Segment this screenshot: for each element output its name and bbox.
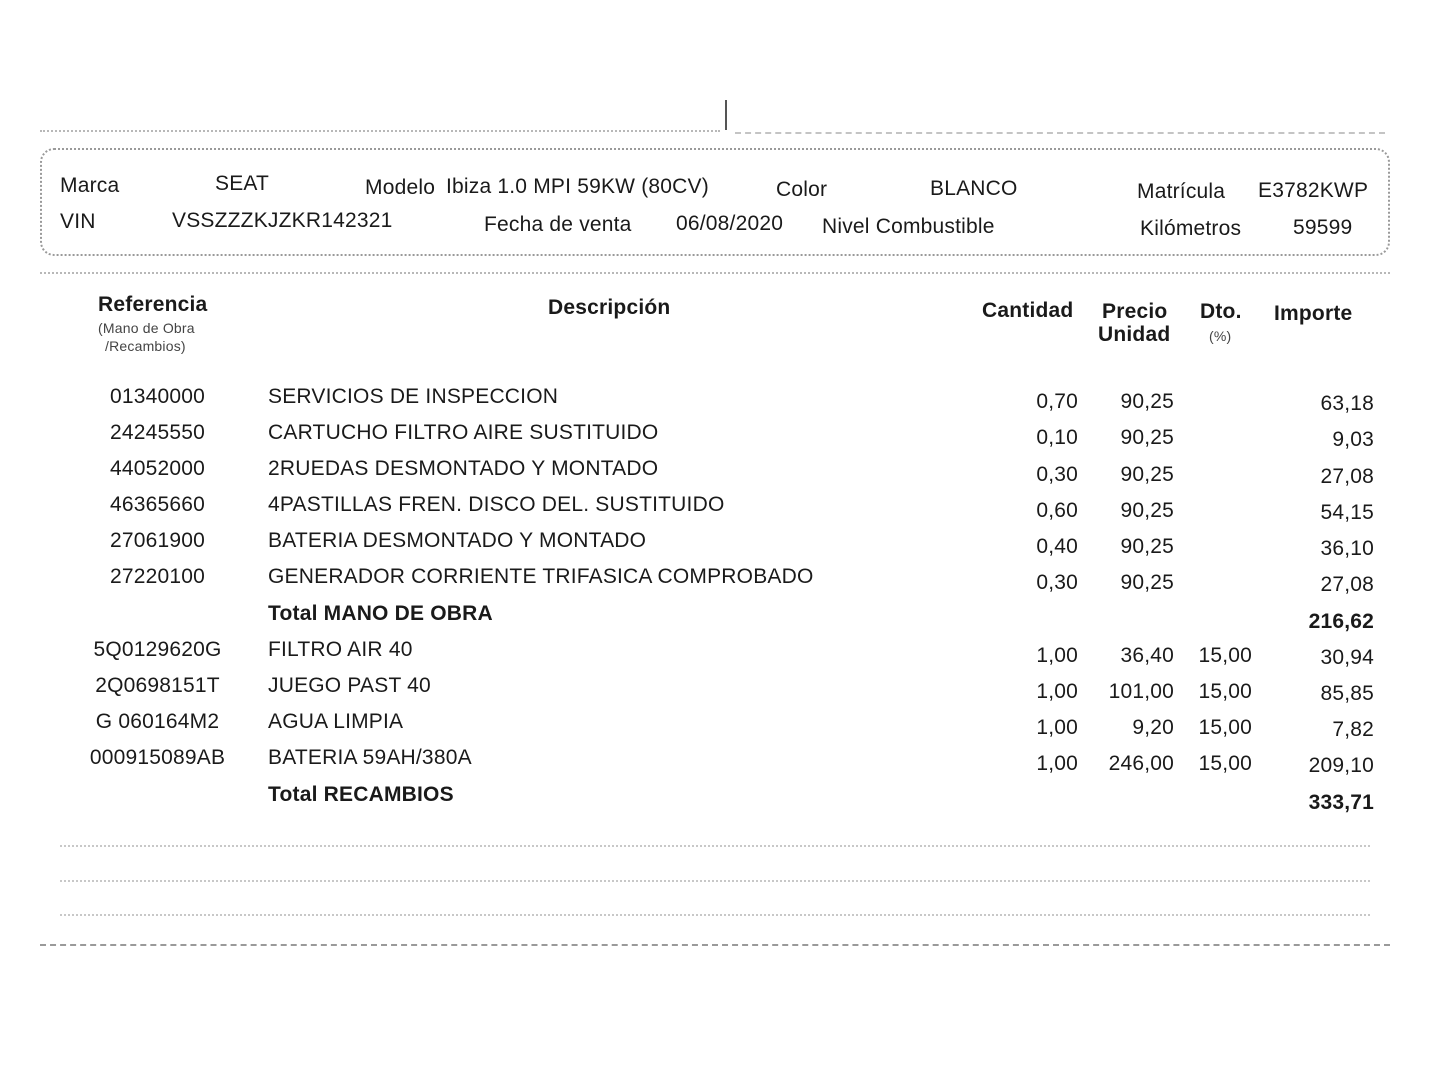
row-ref: 27061900 bbox=[109, 529, 206, 552]
row-dto: 15,00 bbox=[1198, 716, 1252, 739]
row-price: 101,00 bbox=[1108, 680, 1174, 703]
row-dto: 15,00 bbox=[1198, 644, 1252, 667]
total-mano-obra-label: Total MANO DE OBRA bbox=[268, 602, 493, 625]
filler-line bbox=[60, 880, 1370, 882]
table-row bbox=[0, 457, 1440, 493]
row-ref: G 060164M2 bbox=[95, 710, 220, 733]
row-importe: 30,94 bbox=[1320, 646, 1374, 669]
row-importe: 27,08 bbox=[1320, 465, 1374, 488]
top-dotted-line bbox=[40, 130, 720, 132]
row-ref: 44052000 bbox=[109, 457, 206, 480]
table-row bbox=[0, 385, 1440, 421]
modelo-label: Modelo bbox=[365, 176, 436, 199]
row-qty: 1,00 bbox=[1036, 680, 1078, 703]
row-ref: 000915089AB bbox=[89, 746, 226, 769]
row-price: 90,25 bbox=[1120, 571, 1174, 594]
row-desc: 4PASTILLAS FREN. DISCO DEL. SUSTITUIDO bbox=[268, 493, 725, 516]
row-desc: BATERIA 59AH/380A bbox=[268, 746, 472, 769]
row-desc: CARTUCHO FILTRO AIRE SUSTITUIDO bbox=[268, 421, 659, 444]
km-value: 59599 bbox=[1293, 216, 1353, 239]
row-qty: 0,10 bbox=[1036, 426, 1078, 449]
row-price: 246,00 bbox=[1108, 752, 1174, 775]
row-desc: SERVICIOS DE INSPECCION bbox=[268, 385, 559, 408]
row-importe: 27,08 bbox=[1320, 573, 1374, 596]
table-row bbox=[0, 746, 1440, 782]
header-precio: Precio bbox=[1102, 300, 1168, 323]
fecha-label: Fecha de venta bbox=[484, 213, 632, 236]
row-price: 36,40 bbox=[1120, 644, 1174, 667]
header-dto-sub: (%) bbox=[1209, 328, 1232, 344]
row-desc: BATERIA DESMONTADO Y MONTADO bbox=[268, 529, 647, 552]
row-importe: 9,03 bbox=[1332, 428, 1374, 451]
row-desc: AGUA LIMPIA bbox=[268, 710, 404, 733]
row-ref: 5Q0129620G bbox=[93, 638, 222, 661]
row-qty: 1,00 bbox=[1036, 644, 1078, 667]
row-price: 90,25 bbox=[1120, 390, 1174, 413]
row-price: 90,25 bbox=[1120, 499, 1174, 522]
row-desc: 2RUEDAS DESMONTADO Y MONTADO bbox=[268, 457, 659, 480]
total-recambios-value: 333,71 bbox=[1308, 791, 1374, 814]
vin-value: VSSZZZKJZKR142321 bbox=[172, 209, 393, 232]
row-ref: 24245550 bbox=[109, 421, 206, 444]
marca-value: SEAT bbox=[215, 172, 270, 195]
row-importe: 36,10 bbox=[1320, 537, 1374, 560]
color-value: BLANCO bbox=[930, 177, 1018, 200]
header-referencia-sub1: (Mano de Obra bbox=[98, 320, 195, 336]
color-label: Color bbox=[776, 178, 828, 201]
row-qty: 0,60 bbox=[1036, 499, 1078, 522]
header-descripcion: Descripción bbox=[548, 296, 671, 319]
filler-line bbox=[60, 914, 1370, 916]
row-qty: 0,40 bbox=[1036, 535, 1078, 558]
table-row bbox=[0, 529, 1440, 565]
row-qty: 0,30 bbox=[1036, 571, 1078, 594]
header-dto: Dto. bbox=[1200, 300, 1242, 323]
row-qty: 0,70 bbox=[1036, 390, 1078, 413]
km-label: Kilómetros bbox=[1140, 217, 1242, 240]
header-referencia: Referencia bbox=[98, 293, 208, 316]
row-price: 90,25 bbox=[1120, 535, 1174, 558]
header-importe: Importe bbox=[1274, 302, 1353, 325]
total-recambios-row bbox=[0, 783, 1440, 819]
row-importe: 85,85 bbox=[1320, 682, 1374, 705]
top-edge-line bbox=[735, 132, 1385, 134]
row-importe: 7,82 bbox=[1332, 718, 1374, 741]
total-mano-obra-value: 216,62 bbox=[1308, 610, 1374, 633]
row-ref: 27220100 bbox=[109, 565, 206, 588]
row-dto: 15,00 bbox=[1198, 752, 1252, 775]
modelo-value: Ibiza 1.0 MPI 59KW (80CV) bbox=[446, 175, 709, 198]
total-mano-obra-row bbox=[0, 602, 1440, 638]
row-ref: 2Q0698151T bbox=[95, 674, 220, 697]
header-unidad: Unidad bbox=[1098, 323, 1171, 346]
marca-label: Marca bbox=[60, 174, 120, 197]
header-cantidad: Cantidad bbox=[982, 299, 1074, 322]
header-separator bbox=[40, 272, 1390, 274]
table-row bbox=[0, 710, 1440, 746]
row-price: 9,20 bbox=[1132, 716, 1174, 739]
row-qty: 1,00 bbox=[1036, 752, 1078, 775]
row-desc: JUEGO PAST 40 bbox=[268, 674, 431, 697]
table-row bbox=[0, 638, 1440, 674]
scan-mark bbox=[725, 100, 727, 130]
row-importe: 63,18 bbox=[1320, 392, 1374, 415]
row-price: 90,25 bbox=[1120, 426, 1174, 449]
table-row bbox=[0, 493, 1440, 529]
row-desc: GENERADOR CORRIENTE TRIFASICA COMPROBADO bbox=[268, 565, 814, 588]
row-importe: 54,15 bbox=[1320, 501, 1374, 524]
row-price: 90,25 bbox=[1120, 463, 1174, 486]
row-ref: 46365660 bbox=[109, 493, 206, 516]
vin-label: VIN bbox=[60, 210, 96, 233]
row-qty: 1,00 bbox=[1036, 716, 1078, 739]
filler-line bbox=[60, 845, 1370, 847]
matricula-value: E3782KWP bbox=[1258, 179, 1369, 202]
row-ref: 01340000 bbox=[109, 385, 206, 408]
matricula-label: Matrícula bbox=[1137, 180, 1226, 203]
combustible-label: Nivel Combustible bbox=[822, 215, 995, 238]
total-recambios-label: Total RECAMBIOS bbox=[268, 783, 454, 806]
row-desc: FILTRO AIR 40 bbox=[268, 638, 413, 661]
table-row bbox=[0, 674, 1440, 710]
header-referencia-sub2: /Recambios) bbox=[105, 338, 186, 354]
bottom-edge-line bbox=[40, 944, 1390, 946]
table-row bbox=[0, 421, 1440, 457]
fecha-value: 06/08/2020 bbox=[676, 212, 784, 235]
row-dto: 15,00 bbox=[1198, 680, 1252, 703]
row-importe: 209,10 bbox=[1308, 754, 1374, 777]
row-qty: 0,30 bbox=[1036, 463, 1078, 486]
table-row bbox=[0, 565, 1440, 601]
